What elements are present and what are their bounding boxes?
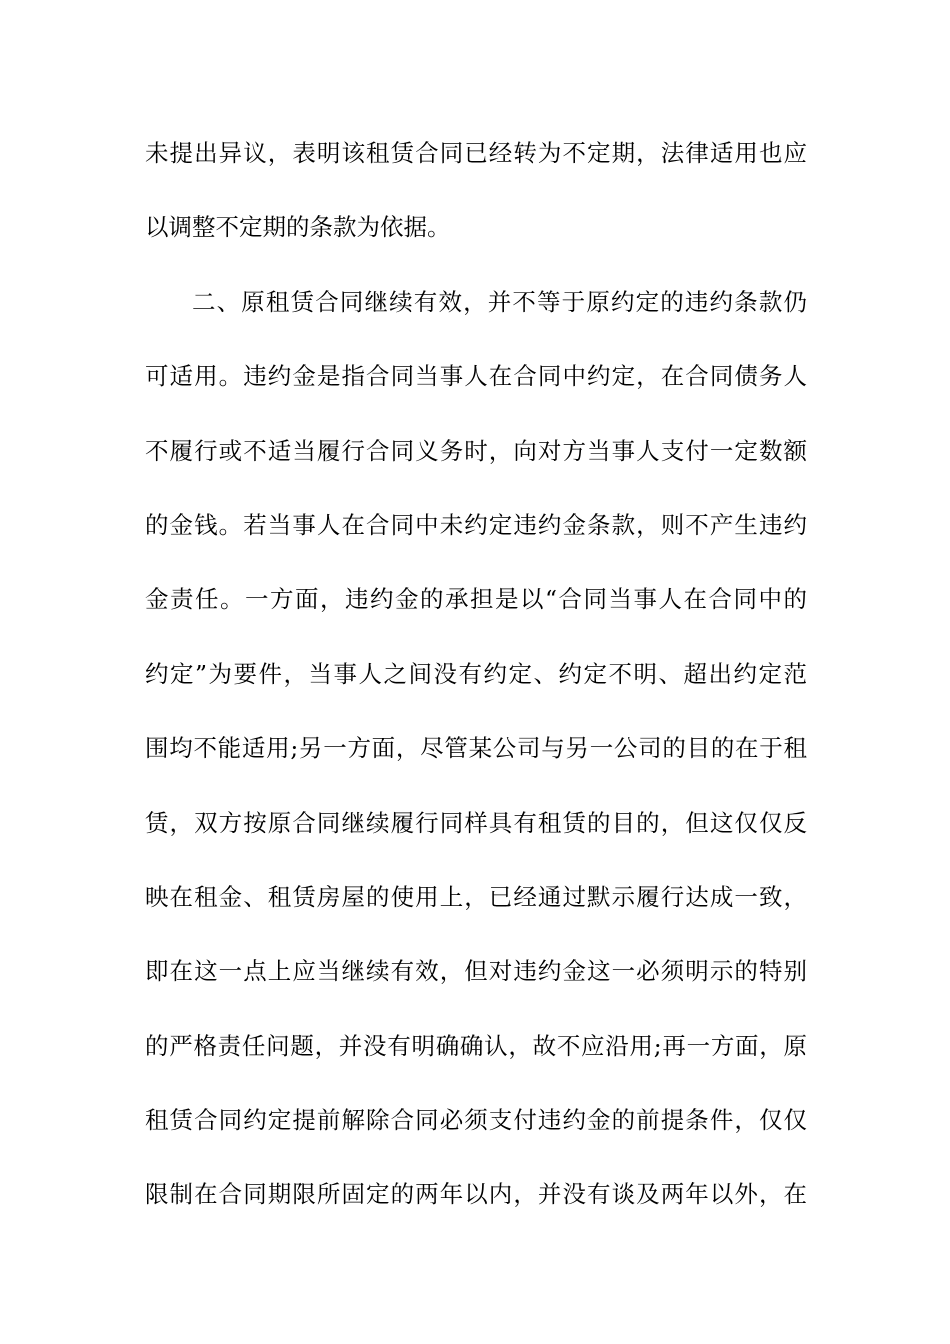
text-line-11: 映在租金、租赁房屋的使用上，已经通过默示履行达成一致， xyxy=(145,882,807,911)
text-line-10: 赁，双方按原合同继续履行同样具有租赁的目的，但这仅仅反 xyxy=(145,808,807,837)
text-line-2: 以调整不定期的条款为依据。 xyxy=(145,213,451,242)
text-line-12: 即在这一点上应当继续有效，但对违约金这一必须明示的特别 xyxy=(145,957,807,986)
text-line-15: 限制在合同期限所固定的两年以内，并没有谈及两年以外，在 xyxy=(145,1180,807,1209)
text-line-14: 租赁合同约定提前解除合同必须支付违约金的前提条件，仅仅 xyxy=(145,1106,807,1135)
text-line-8: 约定”为要件，当事人之间没有约定、约定不明、超出约定范 xyxy=(145,659,807,688)
text-line-4: 可适用。违约金是指合同当事人在合同中约定，在合同债务人 xyxy=(145,362,807,391)
body-text xyxy=(145,127,807,1243)
text-line-1: 未提出异议，表明该租赁合同已经转为不定期，法律适用也应 xyxy=(145,139,807,167)
text-line-3: 二、原租赁合同继续有效，并不等于原约定的违约条款仍 xyxy=(192,287,807,316)
text-line-13: 的严格责任问题，并没有明确确认，故不应沿用;再一方面，原 xyxy=(145,1031,807,1060)
text-line-9: 围均不能适用;另一方面，尽管某公司与另一公司的目的在于租 xyxy=(145,734,807,763)
text-line-6: 的金钱。若当事人在合同中未约定违约金条款，则不产生违约 xyxy=(145,510,807,539)
text-line-5: 不履行或不适当履行合同义务时，向对方当事人支付一定数额 xyxy=(145,436,807,465)
text-line-7: 金责任。一方面，违约金的承担是以“合同当事人在合同中的 xyxy=(145,585,807,614)
